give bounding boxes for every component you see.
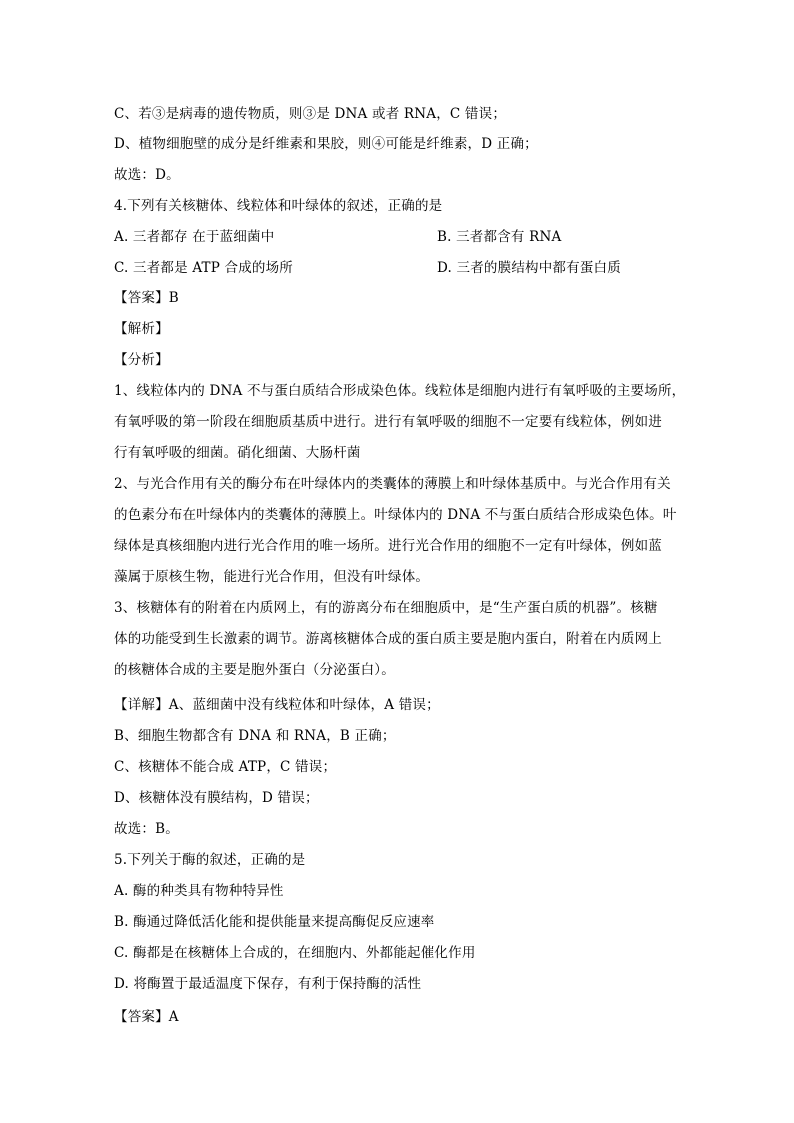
analysis-heading: 【解析】	[114, 321, 169, 337]
text-line: 行有氧呼吸的细菌。硝化细菌、大肠杆菌	[114, 445, 361, 461]
text-line: 1、线粒体内的 DNA 不与蛋白质结合形成染色体。线粒体是细胞内进行有氧呼吸的主要场所，	[114, 383, 686, 399]
text-line: C、若③是病毒的遗传物质，则③是 DNA 或者 RNA，C 错误；	[114, 106, 507, 122]
text-line: D、核糖体没有膜结构，D 错误；	[114, 790, 319, 806]
question-4-option-a: A. 三者都存 在于蓝细菌中	[114, 229, 275, 245]
text-line: 有氧呼吸的第一阶段在细胞质基质中进行。进行有氧呼吸的细胞不一定要有线粒体，例如进	[114, 414, 662, 430]
text-line: 的核糖体合成的主要是胞外蛋白（分泌蛋白）。	[114, 662, 395, 678]
text-line: 故选：B。	[114, 821, 179, 837]
detail-explanation: 【详解】A、蓝细菌中没有线粒体和叶绿体，A 错误；	[114, 697, 440, 713]
text-line: 的色素分布在叶绿体内的类囊体的薄膜上。叶绿体内的 DNA 不与蛋白质结合形成染色体。叶	[114, 507, 677, 523]
text-line: 故选：D。	[114, 167, 180, 183]
answer-label: 【答案】B	[114, 290, 179, 306]
text-line: 藻属于原核生物，能进行光合作用，但没有叶绿体。	[114, 569, 430, 585]
question-5-option-a: A. 酶的种类具有物种特异性	[114, 883, 284, 899]
question-4-stem: 4.下列有关核糖体、线粒体和叶绿体的叙述，正确的是	[114, 198, 443, 214]
analysis-subheading: 【分析】	[114, 352, 169, 368]
question-5-option-c: C. 酶都是在核糖体上合成的，在细胞内、外都能起催化作用	[114, 945, 476, 961]
text-line: C、核糖体不能合成 ATP，C 错误；	[114, 759, 337, 775]
text-line: B、细胞生物都含有 DNA 和 RNA，B 正确；	[114, 728, 396, 744]
text-line: 3、核糖体有的附着在内质网上，有的游离分布在细胞质中，是“生产蛋白质的机器”。核糖	[114, 600, 658, 616]
text-line: D、植物细胞壁的成分是纤维素和果胶，则④可能是纤维素，D 正确；	[114, 136, 538, 152]
text-line: 体的功能受到生长激素的调节。游离核糖体合成的蛋白质主要是胞内蛋白，附着在内质网上	[114, 631, 662, 647]
text-line: 绿体是真核细胞内进行光合作用的唯一场所。进行光合作用的细胞不一定有叶绿体，例如蓝	[114, 538, 662, 554]
question-4-option-c: C. 三者都是 ATP 合成的场所	[114, 260, 294, 276]
question-5-stem: 5.下列关于酶的叙述，正确的是	[114, 852, 306, 868]
text-line: 2、与光合作用有关的酶分布在叶绿体内的类囊体的薄膜上和叶绿体基质中。与光合作用有关	[114, 476, 671, 492]
question-5-option-d: D. 将酶置于最适温度下保存，有利于保持酶的活性	[114, 976, 422, 992]
question-4-option-d: D. 三者的膜结构中都有蛋白质	[437, 260, 621, 276]
answer-label: 【答案】A	[114, 1009, 179, 1025]
question-5-option-b: B. 酶通过降低活化能和提供能量来提高酶促反应速率	[114, 914, 435, 930]
question-4-option-b: B. 三者都含有 RNA	[437, 229, 562, 245]
